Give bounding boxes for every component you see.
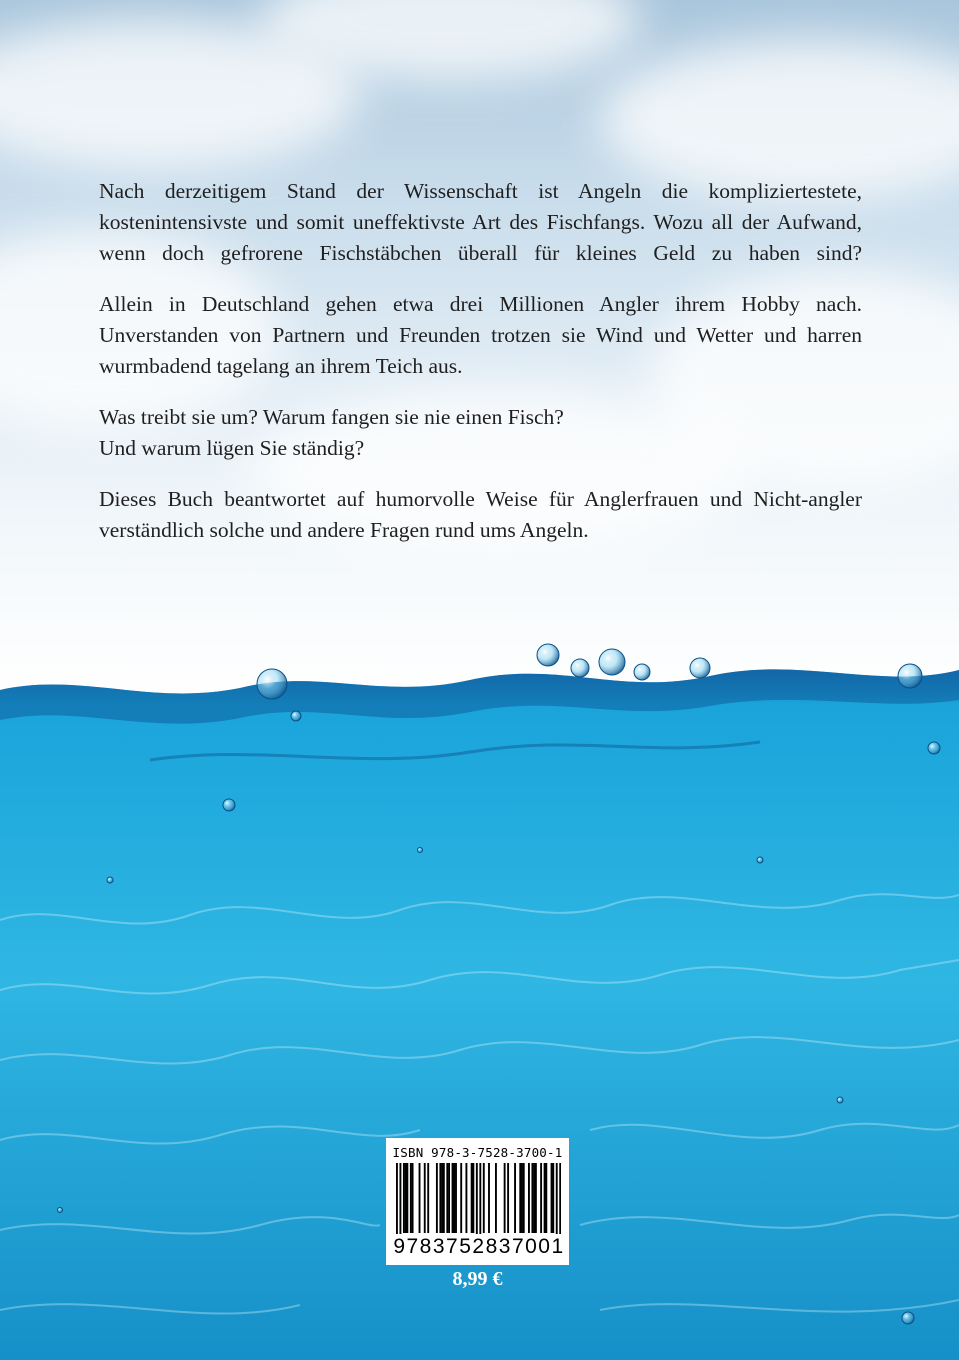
barcode-bar [446, 1163, 448, 1233]
barcode-bar [523, 1163, 525, 1233]
barcode-bar [441, 1163, 443, 1233]
barcode-bar [443, 1163, 445, 1233]
ean-digits: 9783752837001 [390, 1234, 568, 1260]
barcode-bar [483, 1163, 485, 1233]
barcode-bar [521, 1163, 523, 1233]
barcode-panel [386, 1138, 569, 1265]
barcode-bar [455, 1163, 457, 1233]
barcode-bar [533, 1163, 535, 1233]
barcode-bar [471, 1163, 473, 1233]
barcode-bar [551, 1163, 553, 1233]
barcode-bar [436, 1163, 438, 1233]
barcode-bar [556, 1163, 558, 1241]
blurb-paragraph-1: Nach derzeitigem Stand der Wissenschaft ist Angeln die kompliziertestete, kostenintensivste und somit uneffektivste Art des Fischfangs. Wozu all der Aufwand, wenn doch gefrorene Fischstäbchen überall für kleines Geld zu haben sind? [99, 179, 863, 265]
barcode-bar [519, 1163, 521, 1233]
blurb-paragraph-4: Dieses Buch beantwortet auf humorvolle Weise für Anglerfrauen und Nicht-angler verständlich solche und andere Fragen rund ums Angeln. [99, 487, 862, 542]
barcode-bar [399, 1163, 401, 1241]
barcode-bar [405, 1163, 407, 1233]
barcode-bar [495, 1163, 497, 1233]
barcode-bar [427, 1163, 429, 1233]
barcode-bar [514, 1163, 516, 1233]
barcode-bar [465, 1163, 467, 1233]
barcode-bar [476, 1163, 478, 1241]
barcode-bar [396, 1163, 398, 1241]
barcode-bar [424, 1163, 426, 1233]
barcode-bar [552, 1163, 554, 1233]
blurb-text [99, 176, 862, 566]
barcode-bar [460, 1163, 462, 1233]
barcode-bar [452, 1163, 454, 1233]
barcode-bar [448, 1163, 450, 1233]
barcode-bar [410, 1163, 412, 1233]
barcode-bar [544, 1163, 546, 1233]
barcode-bar [507, 1163, 509, 1233]
barcode-bar [488, 1163, 490, 1233]
barcode-bar [504, 1163, 506, 1233]
barcode-bar [419, 1163, 421, 1233]
barcode-bar [453, 1163, 455, 1233]
barcode-bar [535, 1163, 537, 1233]
price: 8,99 € [452, 1268, 503, 1290]
barcode-bar [479, 1163, 481, 1241]
barcode-bar [406, 1163, 408, 1233]
blurb-paragraph-2: Allein in Deutschland gehen etwa drei Millionen Angler ihrem Hobby nach. Unverstanden von Partnern und Freunden trotzen sie Wind und Wetter und harren wurmbadend tagelang an ihrem Teich aus. [99, 292, 862, 378]
blurb-paragraph-3: Was treibt sie um? Warum fangen sie nie einen Fisch? Und warum lügen Sie ständig? [99, 405, 564, 460]
barcode-bar [559, 1163, 561, 1241]
barcode-bar [472, 1163, 474, 1233]
barcode-bar [412, 1163, 414, 1233]
isbn-label: ISBN 978-3-7528-3700-1 [392, 1145, 563, 1160]
barcode-bar [403, 1163, 405, 1233]
ean-barcode [396, 1163, 561, 1241]
barcode-bar [545, 1163, 547, 1233]
barcode-bar [439, 1163, 441, 1233]
barcode-bar [528, 1163, 530, 1233]
barcode-bar [531, 1163, 533, 1233]
barcode-bar [540, 1163, 542, 1233]
